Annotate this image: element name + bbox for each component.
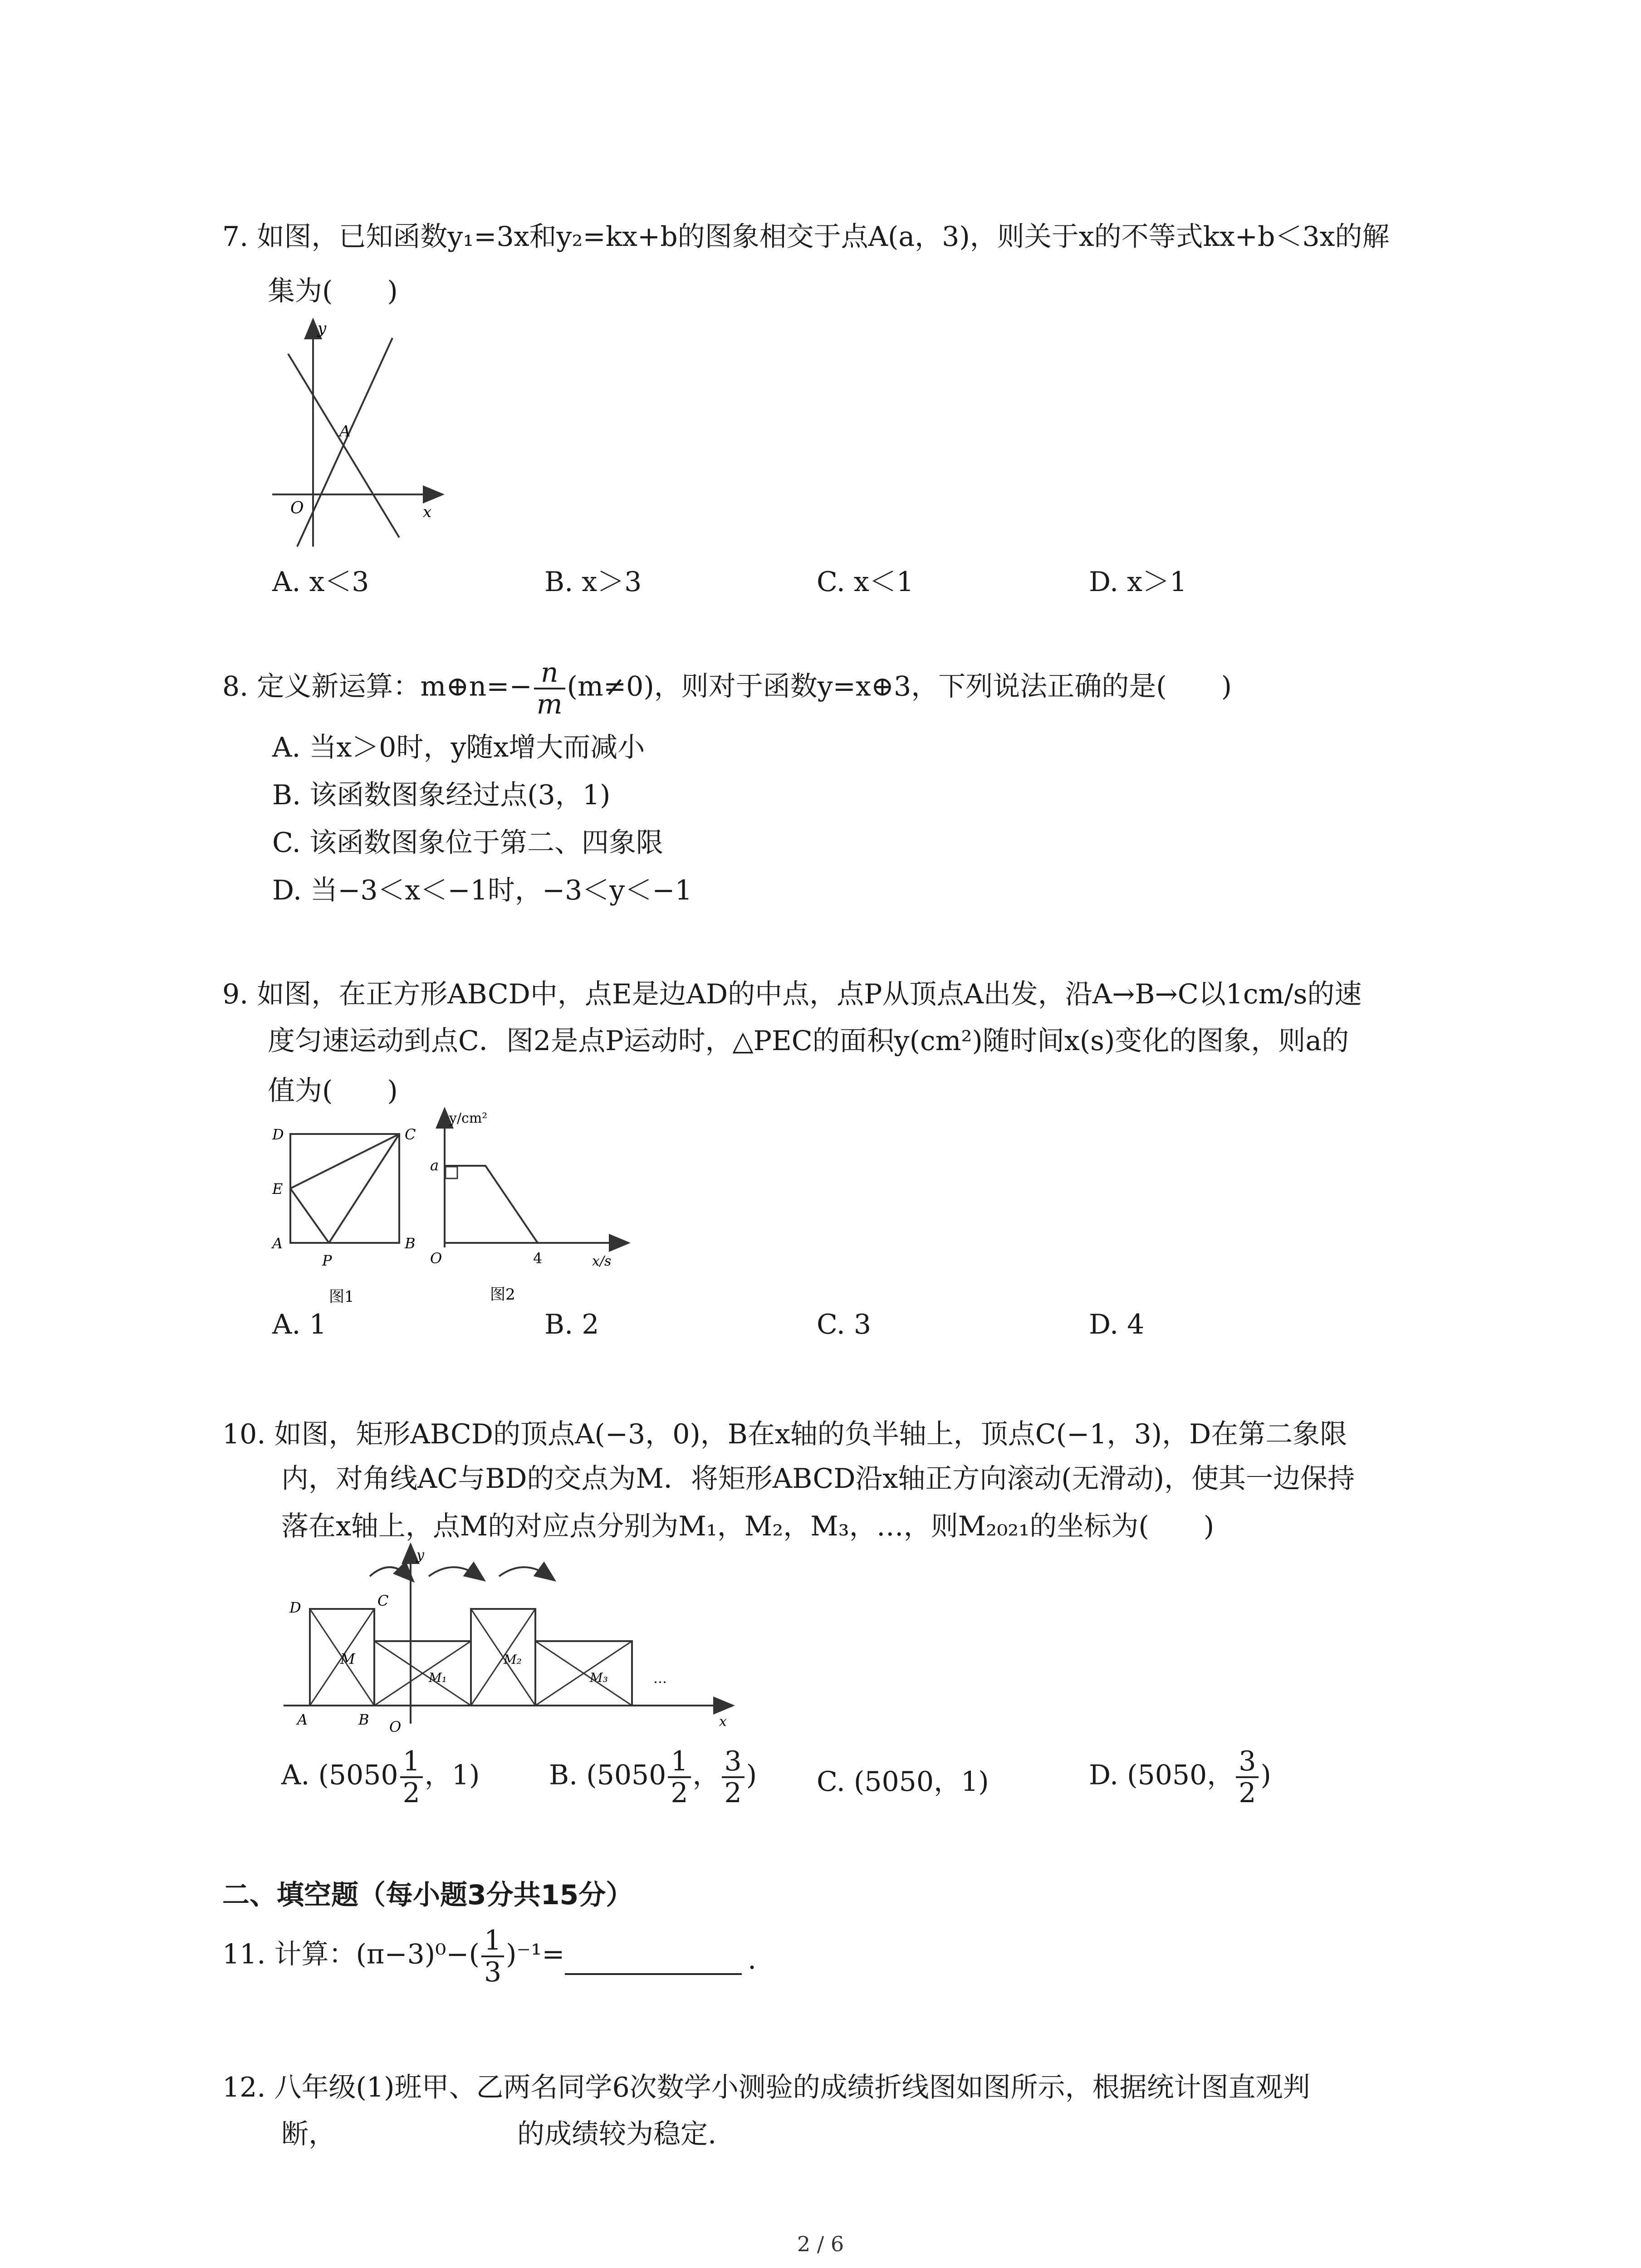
q9-label-c: C — [405, 1126, 416, 1143]
q8-option-a[interactable]: A. 当x＞0时，y随x增大而减小 — [272, 732, 645, 763]
q12-line1: 12. 八年级(1)班甲、乙两名同学6次数学小测验的成绩折线图如图所示，根据统计图直观判 — [222, 2072, 1310, 2103]
q9-label-p: P — [322, 1252, 332, 1269]
q10-label-y: y — [416, 1547, 424, 1563]
q9-segment-ec — [290, 1134, 399, 1188]
q9-figure-2 — [422, 1107, 635, 1320]
q8-frac-numerator: n — [534, 658, 565, 689]
q9-figure-1 — [263, 1116, 426, 1315]
q11-answer-blank[interactable] — [565, 1973, 742, 1975]
q7-line-y2 — [288, 354, 399, 538]
q9-option-d[interactable]: D. 4 — [1089, 1309, 1145, 1340]
q9-square — [290, 1134, 399, 1243]
q10-line1: 10. 如图，矩形ABCD的顶点A(−3，0)，B在x轴的负半轴上，顶点C(−1，3)，D在第二象限 — [222, 1418, 1347, 1450]
q9-label-e: E — [272, 1180, 283, 1198]
q10-label-d: D — [289, 1599, 301, 1616]
q9-fig2-tick-4: 4 — [533, 1250, 543, 1267]
q9-figure-1-caption: 图1 — [329, 1288, 354, 1306]
q8-option-c[interactable]: C. 该函数图象位于第二、四象限 — [272, 827, 663, 859]
q10-label-m2: M₂ — [504, 1652, 522, 1667]
q7-line1: 7. 如图，已知函数y₁=3x和y₂=kx+b的图象相交于点A(a，3)，则关于x的不等式kx+b＜3x的解 — [222, 221, 1390, 253]
q10-label-m3: M₃ — [590, 1670, 608, 1685]
q7-graph — [263, 318, 454, 553]
q9-fig2-origin: O — [430, 1250, 442, 1267]
q7-x-label: x — [423, 503, 432, 521]
q10-option-d-frac-d: 2 — [1239, 1777, 1256, 1809]
q10-option-c[interactable]: C. (5050，1) — [817, 1766, 989, 1798]
q7-option-d[interactable]: D. x＞1 — [1089, 566, 1187, 598]
q10-line3: 落在x轴上，点M的对应点分别为M₁，M₂，M₃，…，则M₂₀₂₁的坐标为( ) — [281, 1510, 1215, 1542]
q11-stem-pre: 11. 计算：(π−3)⁰−( — [222, 1938, 480, 1970]
q7-option-a[interactable]: A. x＜3 — [272, 566, 369, 598]
q10-label-m1: M₁ — [429, 1670, 447, 1685]
q10-option-d[interactable] — [1089, 1746, 1271, 1808]
q11-frac-n: 1 — [481, 1926, 504, 1957]
q10-option-b[interactable] — [549, 1746, 757, 1808]
q9-fig2-right-angle — [446, 1167, 457, 1178]
q9-label-a: A — [272, 1235, 283, 1252]
q9-line3: 值为( ) — [268, 1075, 398, 1107]
q12-line2-end: 的成绩较为稳定. — [517, 2118, 717, 2150]
q10-label-ellipsis: … — [653, 1671, 667, 1686]
q10-label-o: O — [389, 1718, 402, 1735]
q9-line1: 9. 如图，在正方形ABCD中，点E是边AD的中点，点P从顶点A出发，沿A→B→C以1cm/s的速 — [222, 978, 1362, 1010]
q8-option-b[interactable]: B. 该函数图象经过点(3，1) — [272, 779, 611, 811]
q7-line2: 集为( ) — [268, 275, 398, 307]
q7-origin-label: O — [290, 499, 304, 518]
q9-option-b[interactable]: B. 2 — [544, 1309, 599, 1340]
q7-line-y1 — [297, 338, 392, 547]
q10-roll-arrow-3 — [499, 1567, 549, 1576]
q9-figure-2-caption: 图2 — [490, 1286, 515, 1304]
q8-stem — [222, 658, 1447, 719]
q10-option-a-frac-d: 2 — [402, 1777, 420, 1809]
q10-label-b: B — [358, 1711, 369, 1728]
q11-period: . — [748, 1944, 757, 1975]
q12-line2-start: 断， — [281, 2118, 336, 2150]
page-number: 2 / 6 — [797, 2232, 844, 2256]
q9-segment-pc — [329, 1134, 399, 1243]
q9-fig2-a-label: a — [430, 1157, 439, 1174]
q10-option-b-frac-n: 1 — [668, 1746, 691, 1778]
q10-option-b-pre: B. (5050 — [549, 1759, 666, 1791]
q10-option-d-post: ) — [1260, 1759, 1271, 1791]
q8-option-d[interactable]: D. 当−3＜x＜−1时，−3＜y＜−1 — [272, 875, 692, 906]
q11-frac-d: 3 — [484, 1956, 502, 1988]
q9-fig2-y-label: y/cm² — [449, 1110, 488, 1126]
q10-option-b-frac-d: 2 — [671, 1777, 688, 1809]
q10-option-a-frac-n: 1 — [400, 1746, 423, 1778]
q9-option-c[interactable]: C. 3 — [817, 1309, 872, 1340]
q10-label-a: A — [297, 1711, 308, 1728]
q8-stem-post: (m≠0)，则对于函数y=x⊕3，下列说法正确的是( ) — [567, 670, 1232, 703]
q7-option-b[interactable]: B. x＞3 — [544, 566, 642, 598]
q10-option-a-post: ，1) — [424, 1759, 480, 1791]
q10-option-b-frac2-d: 2 — [724, 1777, 742, 1809]
q7-y-label: y — [318, 319, 327, 337]
q10-line2: 内，对角线AC与BD的交点为M．将矩形ABCD沿x轴正方向滚动(无滑动)，使其一边保持 — [281, 1463, 1355, 1495]
q10-option-d-pre: D. (5050， — [1089, 1759, 1234, 1791]
q10-option-a[interactable] — [281, 1746, 480, 1808]
q9-fig2-x-label: x/s — [592, 1253, 612, 1269]
q10-label-x: x — [719, 1714, 727, 1730]
q10-figure — [272, 1542, 749, 1746]
q9-option-a[interactable]: A. 1 — [272, 1309, 327, 1340]
q10-option-d-frac-n: 3 — [1236, 1746, 1259, 1778]
q8-frac-denominator: m — [536, 689, 563, 720]
q10-label-m: M — [340, 1650, 355, 1667]
q10-option-b-post: ) — [746, 1759, 757, 1791]
q10-option-b-frac2-n: 3 — [722, 1746, 745, 1778]
q10-roll-arrow-1 — [370, 1567, 408, 1576]
q9-label-d: D — [272, 1126, 284, 1143]
q10-roll-arrow-2 — [429, 1567, 479, 1576]
q8-stem-pre: 8. 定义新运算：m⊕n=− — [222, 670, 532, 703]
q9-label-b: B — [405, 1235, 416, 1252]
q9-fig2-graph — [445, 1166, 538, 1243]
q10-option-b-mid: ， — [692, 1759, 720, 1791]
q11-stem — [222, 1926, 1447, 1987]
q7-option-c[interactable]: C. x＜1 — [817, 566, 914, 598]
q10-label-c: C — [377, 1592, 389, 1609]
q7-point-a-label: A — [339, 422, 351, 440]
q10-option-a-pre: A. (5050 — [281, 1759, 398, 1791]
q9-line2: 度匀速运动到点C．图2是点P运动时，△PEC的面积y(cm²)随时间x(s)变化的图象，则a的 — [268, 1025, 1349, 1057]
section-2-title: 二、填空题（每小题3分共15分） — [222, 1879, 633, 1911]
q11-stem-post: )⁻¹= — [506, 1938, 565, 1970]
q9-segment-ep — [290, 1188, 329, 1243]
